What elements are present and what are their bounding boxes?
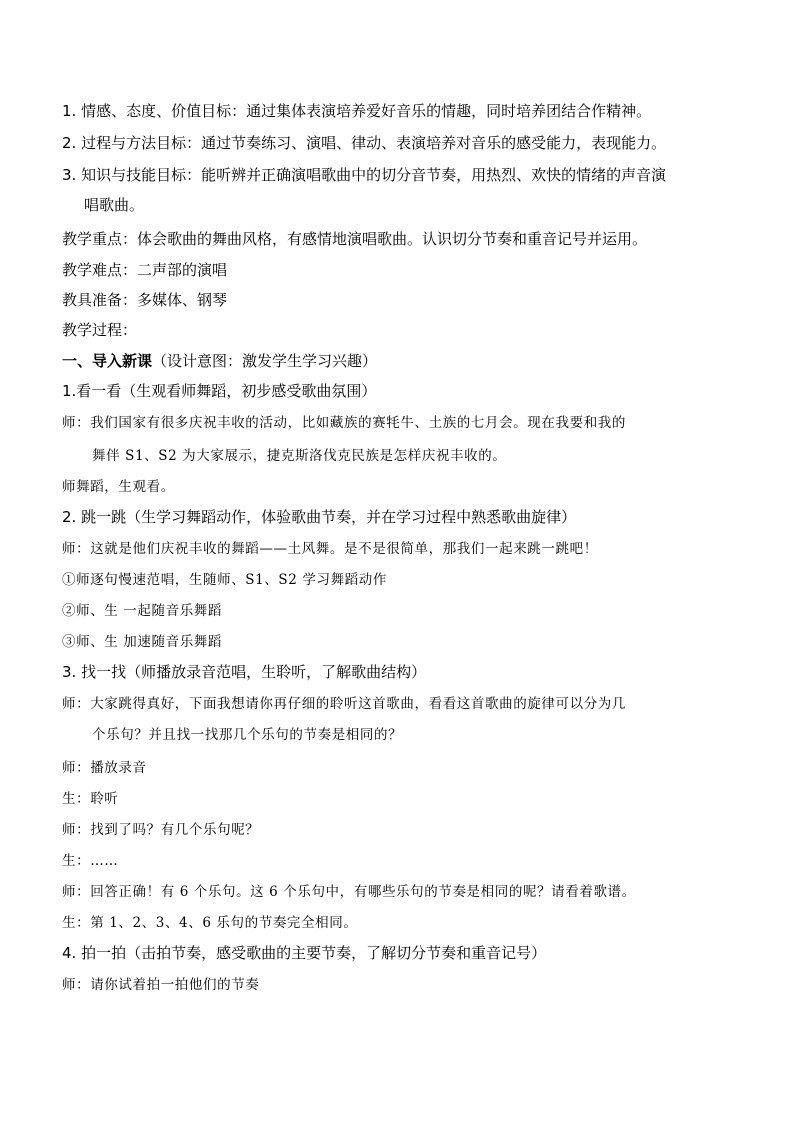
objective-2: 2. 过程与方法目标：通过节奏练习、演唱、律动、表演培养对音乐的感受能力，表现能力。: [62, 134, 667, 152]
step-2-teacher-line: 师：这就是他们庆祝丰收的舞蹈——土风舞。是不是很简单，那我们一起来跳一跳吧！: [62, 541, 598, 557]
step-2-title: 2. 跳一跳（生学习舞蹈动作，体验歌曲节奏，并在学习过程中熟悉歌曲旋律）: [62, 508, 577, 526]
step-4-teacher-line: 师：请你试着拍一拍他们的节奏: [62, 977, 260, 993]
step-3-line-5: 师：找到了吗？有几个乐句呢？: [62, 822, 260, 838]
section-heading-note: （设计意图：激发学生学习兴趣）: [152, 352, 378, 370]
section-heading-title: 一、导入新课: [62, 352, 153, 370]
step-2-item-1: ①师逐句慢速范唱，生随师、S1、S2 学习舞蹈动作: [62, 572, 387, 588]
step-3-title: 3. 找一找（师播放录音范唱，生聆听，了解歌曲结构）: [62, 663, 427, 681]
step-3-line-7: 师：回答正确！有 6 个乐句。这 6 个乐句中，有哪些乐句的节奏是相同的呢？请看着歌谱。: [62, 884, 636, 900]
teaching-materials: 教具准备：多媒体、钢琴: [62, 291, 228, 309]
teaching-difficulty: 教学难点：二声部的演唱: [62, 261, 228, 279]
step-1-title: 1.看一看（生观看师舞蹈，初步感受歌曲氛围）: [62, 382, 377, 400]
section-heading: [62, 351, 742, 371]
step-3-line-4: 生：聆听: [62, 791, 119, 807]
step-3-line-6: 生：……: [62, 853, 119, 869]
step-2-item-3: ③师、生 加速随音乐舞蹈: [62, 634, 222, 650]
step-3-line-2: 个乐句？并且找一找那几个乐句的节奏是相同的？: [92, 727, 403, 743]
objective-1: 1. 情感、态度、价值目标：通过集体表演培养爱好音乐的情趣，同时培养团结合作精神。: [62, 102, 652, 120]
step-3-line-8: 生：第 1、2、3、4、6 乐句的节奏完全相同。: [62, 915, 358, 931]
step-3-line-3: 师：播放录音: [62, 760, 147, 776]
step-4-title: 4. 拍一拍（击拍节奏，感受歌曲的主要节奏，了解切分节奏和重音记号）: [62, 944, 547, 962]
objective-3: 3. 知识与技能目标：能听辨并正确演唱歌曲中的切分音节奏，用热烈、欢快的情绪的声音演: [62, 166, 667, 184]
objective-3-continuation: 唱歌曲。: [84, 196, 145, 214]
step-2-item-2: ②师、生 一起随音乐舞蹈: [62, 603, 222, 619]
teaching-process-label: 教学过程：: [62, 321, 138, 339]
step-1-teacher-line-2: 舞伴 S1、S2 为大家展示，捷克斯洛伐克民族是怎样庆祝丰收的。: [92, 448, 507, 464]
key-points: 教学重点：体会歌曲的舞曲风格，有感情地演唱歌曲。认识切分节奏和重音记号并运用。: [62, 230, 648, 248]
step-3-line-1: 师：大家跳得真好，下面我想请你再仔细的聆听这首歌曲，看看这首歌曲的旋律可以分为几: [62, 696, 626, 712]
step-1-teacher-line-1: 师：我们国家有很多庆祝丰收的活动，比如藏族的赛牦牛、土族的七月会。现在我要和我的: [62, 415, 626, 431]
step-1-action: 师舞蹈，生观看。: [62, 479, 175, 495]
